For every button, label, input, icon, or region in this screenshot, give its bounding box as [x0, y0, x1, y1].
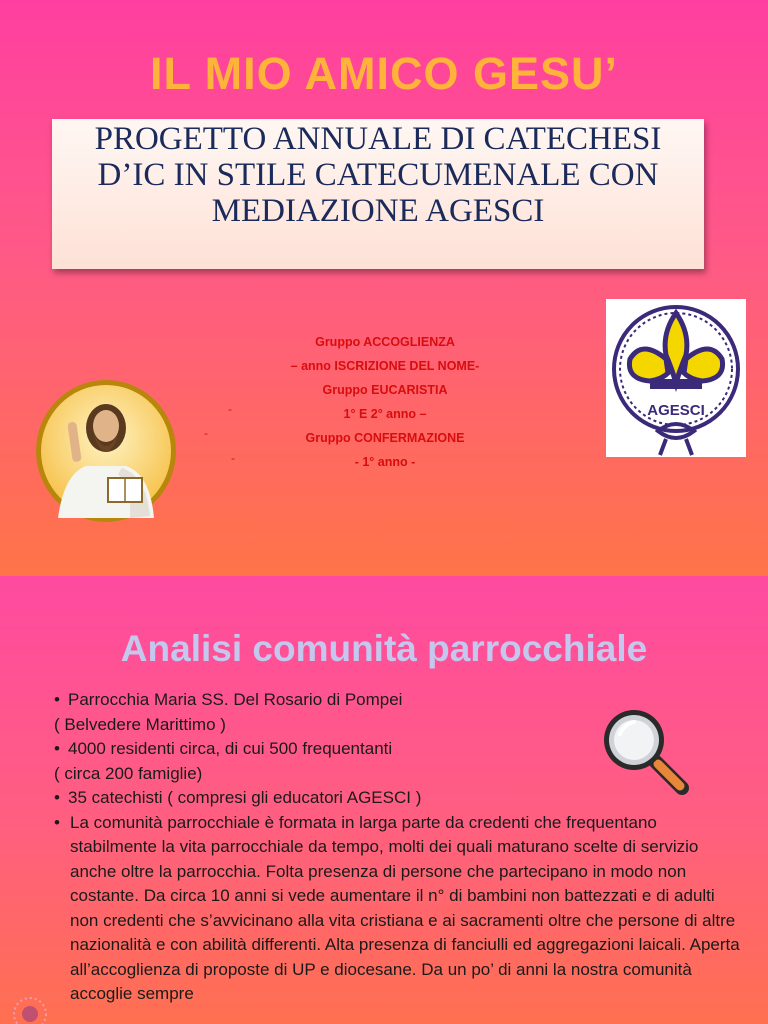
list-item — [50, 811, 740, 1007]
agesci-logo — [606, 299, 746, 457]
bullet-dash: - — [228, 402, 232, 416]
slide-title: IL MIO AMICO GESU’ — [149, 48, 619, 99]
list-item: • 35 catechisti ( compresi gli educatori AGESCI ) — [50, 786, 740, 811]
group-line: Gruppo ACCOGLIENZA — [315, 335, 455, 349]
list-item: • Parrocchia Maria SS. Del Rosario di Pompei — [50, 688, 740, 713]
group-line: Gruppo EUCARISTIA — [322, 383, 448, 397]
group-line: 1° E 2° anno – — [343, 407, 427, 421]
group-line: - 1° anno - — [354, 455, 416, 469]
bullet-dash: - — [204, 426, 208, 440]
project-subtitle: PROGETTO ANNUALE DI CATECHESI D’IC IN STILE CATECUMENALE CON MEDIAZIONE AGESCI — [94, 121, 662, 229]
community-description: • La comunità parrocchiale è formata in larga parte da credenti che frequentano stabilmente la vita parrocchiale da tempo, molti dei quali maturano scelte di servizio anche oltre la parrocchia. Folta presenza di persone che partecipano in modo non costante. Da circa 10 anni si vede aumentare il n° di bambini non battezzati e di adulti non credenti che s’avvicinano alla vita cristiana e ai sacramenti oltre che persone di altre nazionalità e con abilità differenti. Alta presenza di fanciulli ed aggregazioni laicali. Aperta all’accoglienza di proposte di UP e diocesane. Da un po’ di anni la nostra comunità accoglie sempre — [70, 812, 740, 1003]
decorative-ornament-icon — [6, 992, 54, 1024]
bullet-dash: - — [231, 451, 235, 465]
magnifier-icon — [600, 706, 692, 798]
group-line: Gruppo CONFERMAZIONE — [305, 431, 465, 445]
svg-text:AGESCI: AGESCI — [647, 402, 705, 419]
group-line: – anno ISCRIZIONE DEL NOME- — [290, 359, 480, 373]
list-item: • 4000 residenti circa, di cui 500 frequentanti — [50, 737, 740, 762]
list-item: ( circa 200 famiglie) — [54, 763, 203, 783]
jesus-icon — [34, 378, 178, 524]
fleur-de-lis-icon — [606, 299, 746, 457]
subtitle-box — [52, 119, 704, 269]
list-item: ( Belvedere Marittimo ) — [54, 714, 226, 734]
section-title: Analisi comunità parrocchiale — [120, 628, 648, 669]
